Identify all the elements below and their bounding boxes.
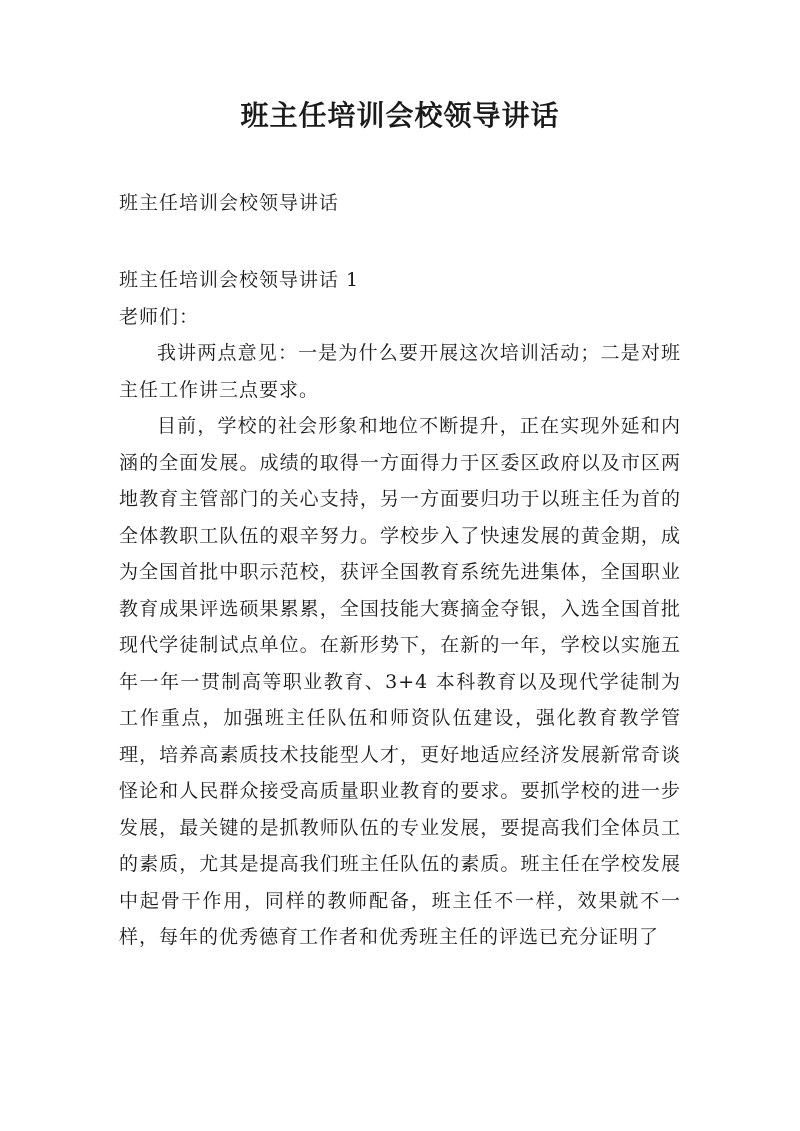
document-title: 班主任培训会校领导讲话 <box>240 99 560 132</box>
document-body <box>119 262 681 956</box>
paragraph-2: 目前，学校的社会形象和地位不断提升，正在实现外延和内涵的全面发展。成绩的取得一方面得力于区委区政府以及市区两地教育主管部门的关心支持，另一方面要归功于以班主任为首的全体教职工队伍的艰辛努力。学校步入了快速发展的黄金期，成为全国首批中职示范校，获评全国教育系统先进集体，全国职业教育成果评选硕果累累，全国技能大赛摘金夺银，入选全国首批现代学徒制试点单位。在新形势下，在新的一年，学校以实施五年一年一贯制高等职业教育、3+4 本科教育以及现代学徒制为工作重点，加强班主任队伍和师资队伍建设，强化教育教学管理，培养高素质技术技能型人才，更好地适应经济发展新常奇谈怪论和人民群众接受高质量职业教育的要求。要抓学校的进一步发展，最关键的是抓教师队伍的专业发展，要提高我们全体员工的素质，尤其是提高我们班主任队伍的素质。班主任在学校发展中起骨干作用，同样的教师配备，班主任不一样，效果就不一样，每年的优秀德育工作者和优秀班主任的评选已充分证明了 <box>119 415 681 948</box>
document-subtitle: 班主任培训会校领导讲话 <box>119 192 340 214</box>
section-heading: 班主任培训会校领导讲话 1 <box>119 269 360 291</box>
salutation: 老师们： <box>119 305 200 328</box>
paragraph-1: 我讲两点意见：一是为什么要开展这次培训活动；二是对班主任工作讲三点要求。 <box>119 342 681 401</box>
